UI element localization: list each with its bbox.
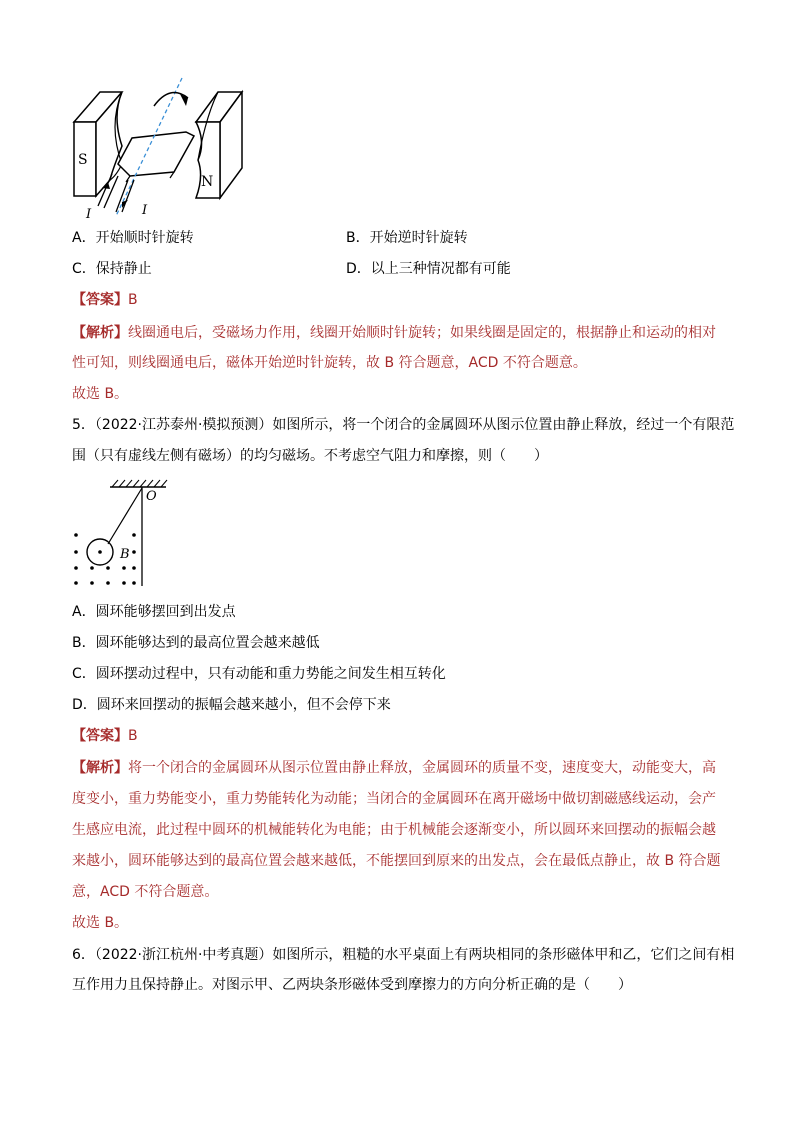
q5-analysis-line-3: 生感应电流，此过程中圆环的机械能转化为电能；由于机械能会逐渐变小，所以圆环来回摆动的振幅会越 (72, 822, 716, 838)
q4-option-a: A．开始顺时针旋转 (72, 230, 194, 246)
q4-analysis-tag: 【解析】 (72, 325, 128, 341)
field-label-b: B (120, 547, 130, 562)
q5-analysis-line-1 (72, 758, 716, 778)
q5-answer-tag: 【答案】 (72, 728, 128, 744)
q5-option-c: C．圆环摆动过程中，只有动能和重力势能之间发生相互转化 (72, 666, 446, 682)
q4-analysis-line-1 (72, 323, 716, 343)
q5-answer (72, 726, 138, 746)
q6-stem-line-1: 6．（2022·浙江杭州·中考真题）如图所示，粗糙的水平桌面上有两块相同的条形磁体甲和乙，它们之间有相 (72, 947, 735, 963)
magnet-s-label: S (78, 152, 88, 168)
pendulum-ring-figure (68, 478, 180, 590)
pendulum-string (108, 488, 142, 544)
q5-analysis-line-4: 来越小，圆环能够达到的最高位置会越来越低，不能摆回到原来的出发点，会在最低点静止，故 B 符合题 (72, 853, 721, 869)
q4-answer (72, 290, 138, 310)
q5-option-a: A．圆环能够摆回到出发点 (72, 604, 236, 620)
q4-answer-tag: 【答案】 (72, 292, 128, 308)
q5-option-b: B．圆环能够达到的最高位置会越来越低 (72, 635, 320, 651)
magnet-n-label: N (201, 174, 214, 190)
current-label-left: I (86, 207, 92, 222)
q5-stem-line-1: 5．（2022·江苏泰州·模拟预测）如图所示，将一个闭合的金属圆环从图示位置由静止释放，经过一个有限范 (72, 417, 735, 433)
motor-coil-figure (70, 76, 250, 224)
q4-answer-value: B (128, 292, 138, 308)
coil-plate (118, 132, 194, 176)
q4-option-b: B．开始逆时针旋转 (346, 230, 468, 246)
q5-analysis-text-1: 将一个闭合的金属圆环从图示位置由静止释放，金属圆环的质量不变，速度变大，动能变大，高 (128, 760, 716, 776)
current-label-right: I (142, 203, 148, 218)
q4-analysis-text-1: 线圈通电后，受磁场力作用，线圈开始顺时针旋转；如果线圈是固定的，根据静止和运动的相对 (128, 325, 716, 341)
q5-conclusion: 故选 B。 (72, 915, 129, 931)
q4-analysis-line-2: 性可知，则线圈通电后，磁体开始逆时针旋转，故 B 符合题意，ACD 不符合题意。 (72, 355, 587, 371)
q4-conclusion: 故选 B。 (72, 386, 129, 402)
q5-analysis-line-2: 度变小，重力势能变小，重力势能转化为动能；当闭合的金属圆环在离开磁场中做切割磁感线运动，会产 (72, 791, 716, 807)
q4-option-d: D．以上三种情况都有可能 (346, 261, 511, 277)
q5-analysis-line-5: 意，ACD 不符合题意。 (72, 884, 219, 900)
ceiling-hatch (112, 480, 167, 487)
q5-analysis-tag: 【解析】 (72, 760, 128, 776)
pivot-label-o: O (146, 489, 157, 504)
q5-option-d: D．圆环来回摆动的振幅会越来越小，但不会停下来 (72, 697, 391, 713)
q5-stem-line-2: 围（只有虚线左侧有磁场）的均匀磁场。不考虑空气阻力和摩擦，则（ ） (72, 448, 548, 464)
q4-option-c: C．保持静止 (72, 261, 152, 277)
q6-stem-line-2: 互作用力且保持静止。对图示甲、乙两块条形磁体受到摩擦力的方向分析正确的是（ ） (72, 977, 632, 993)
q5-answer-value: B (128, 728, 138, 744)
